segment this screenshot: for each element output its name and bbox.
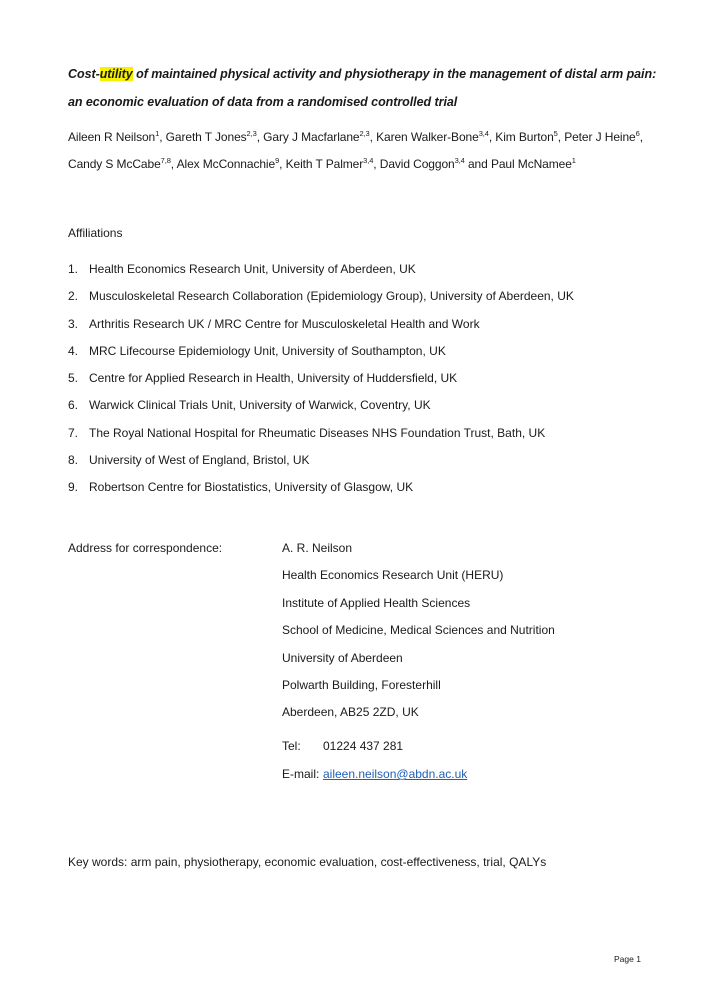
author-list-line-2: Candy S McCabe$^{7,8}$, Alex McConnachie$^9$, Keith T Palmer$^{3,4}$, David Coggon$^{3,4}$ and Paul McNamee$^1$ xyxy=(68,156,576,171)
email-link[interactable]: aileen.neilson@abdn.ac.uk xyxy=(323,767,468,781)
affiliation-text: Musculoskeletal Research Collaboration (Epidemiology Group), University of Aberdeen, UK xyxy=(89,289,574,304)
author-name: Kim Burton xyxy=(495,130,554,144)
author-name: Gareth T Jones xyxy=(165,130,247,144)
author-name: Aileen R Neilson xyxy=(68,130,156,144)
affiliation-text: Arthritis Research UK / MRC Centre for Musculoskeletal Health and Work xyxy=(89,316,480,331)
address-line: Institute of Applied Health Sciences xyxy=(282,595,471,610)
author-affiliation-marker: 5 xyxy=(553,129,558,138)
affiliations-heading: Affiliations xyxy=(68,226,123,240)
author xyxy=(177,157,280,171)
author-affiliation-marker: 2,3 xyxy=(246,129,257,138)
author xyxy=(68,157,171,171)
author xyxy=(286,157,374,171)
author-affiliation-marker: 3,4 xyxy=(363,156,374,165)
author-name: David Coggon xyxy=(379,157,455,171)
affiliation-number: 8. xyxy=(68,453,79,468)
author-affiliation-marker: 6 xyxy=(635,129,640,138)
phone-label: Tel: xyxy=(282,739,301,753)
affiliation-number: 9. xyxy=(68,480,79,495)
title-prefix: Cost- xyxy=(68,67,100,81)
affiliation-text: MRC Lifecourse Epidemiology Unit, University of Southampton, UK xyxy=(89,343,446,358)
affiliation-number: 3. xyxy=(68,316,79,331)
author-name: Candy S McCabe xyxy=(68,157,161,171)
paper-title-line-2: an economic evaluation of data from a randomised controlled trial xyxy=(68,95,458,109)
author xyxy=(495,130,557,144)
address-line: Polwarth Building, Foresterhill xyxy=(282,677,441,692)
affiliation-text: The Royal National Hospital for Rheumatic Diseases NHS Foundation Trust, Bath, UK xyxy=(89,425,546,440)
correspondence-phone xyxy=(282,739,403,753)
affiliation-text: Robertson Centre for Biostatistics, University of Glasgow, UK xyxy=(89,480,414,495)
paper-title-line-1 xyxy=(68,67,656,81)
affiliation-number: 4. xyxy=(68,343,79,358)
affiliation-number: 6. xyxy=(68,398,79,413)
affiliation-number: 1. xyxy=(68,262,79,276)
author xyxy=(263,130,369,144)
correspondence-email xyxy=(282,767,467,781)
author-name: Gary J Macfarlane xyxy=(263,130,360,144)
author-name: Peter J Heine xyxy=(564,130,636,144)
affiliation-number: 7. xyxy=(68,425,79,440)
phone-number: 01224 437 281 xyxy=(323,739,404,753)
author-name: Karen Walker-Bone xyxy=(376,130,479,144)
email-label: E-mail: xyxy=(282,767,320,781)
author-affiliation-marker: 9 xyxy=(275,156,280,165)
author-affiliation-marker: 3,4 xyxy=(478,129,489,138)
author-name: Keith T Palmer xyxy=(285,157,364,171)
address-line: University of Aberdeen xyxy=(282,650,403,665)
correspondence-address xyxy=(282,541,555,733)
author xyxy=(380,157,465,171)
author-affiliation-marker: 1 xyxy=(155,129,160,138)
author xyxy=(564,130,639,144)
author xyxy=(166,130,257,144)
author-affiliation-marker: 7,8 xyxy=(160,156,171,165)
author xyxy=(491,157,576,171)
affiliation-text: Warwick Clinical Trials Unit, University of Warwick, Coventry, UK xyxy=(89,398,431,413)
author xyxy=(68,130,159,144)
affiliation-text: University of West of England, Bristol, UK xyxy=(89,453,310,468)
keywords: Key words: arm pain, physiotherapy, economic evaluation, cost-effectiveness, trial, QALYs xyxy=(68,855,547,869)
address-line: School of Medicine, Medical Sciences and Nutrition xyxy=(282,623,555,638)
author-affiliation-marker: 1 xyxy=(571,156,576,165)
affiliation-text: Health Economics Research Unit, University of Aberdeen, UK xyxy=(89,262,416,276)
correspondence-label: Address for correspondence: xyxy=(68,541,223,555)
author-affiliation-marker: 2,3 xyxy=(359,129,370,138)
affiliation-text: Centre for Applied Research in Health, University of Huddersfield, UK xyxy=(89,371,458,386)
page-number: Page 1 xyxy=(614,954,641,964)
address-line: Health Economics Research Unit (HERU) xyxy=(282,568,504,583)
title-highlighted-word: utility xyxy=(99,67,133,81)
title-rest: of maintained physical activity and physiotherapy in the management of distal arm pain: xyxy=(132,67,657,81)
author-list-line-1: Aileen R Neilson$^1$, Gareth T Jones$^{2,3}$, Gary J Macfarlane$^{2,3}$, Karen Walker-Bone$^{3,4}$, Kim Burton$^5$, Peter J Heine$^6$, xyxy=(68,129,643,144)
author-name: Alex McConnachie xyxy=(176,157,276,171)
affiliation-number: 2. xyxy=(68,289,79,304)
address-line: Aberdeen, AB25 2ZD, UK xyxy=(282,705,419,720)
address-line: A. R. Neilson xyxy=(282,541,353,555)
author xyxy=(376,130,489,144)
author-name: Paul McNamee xyxy=(490,157,572,171)
author-affiliation-marker: 3,4 xyxy=(454,156,465,165)
affiliation-number: 5. xyxy=(68,371,79,386)
